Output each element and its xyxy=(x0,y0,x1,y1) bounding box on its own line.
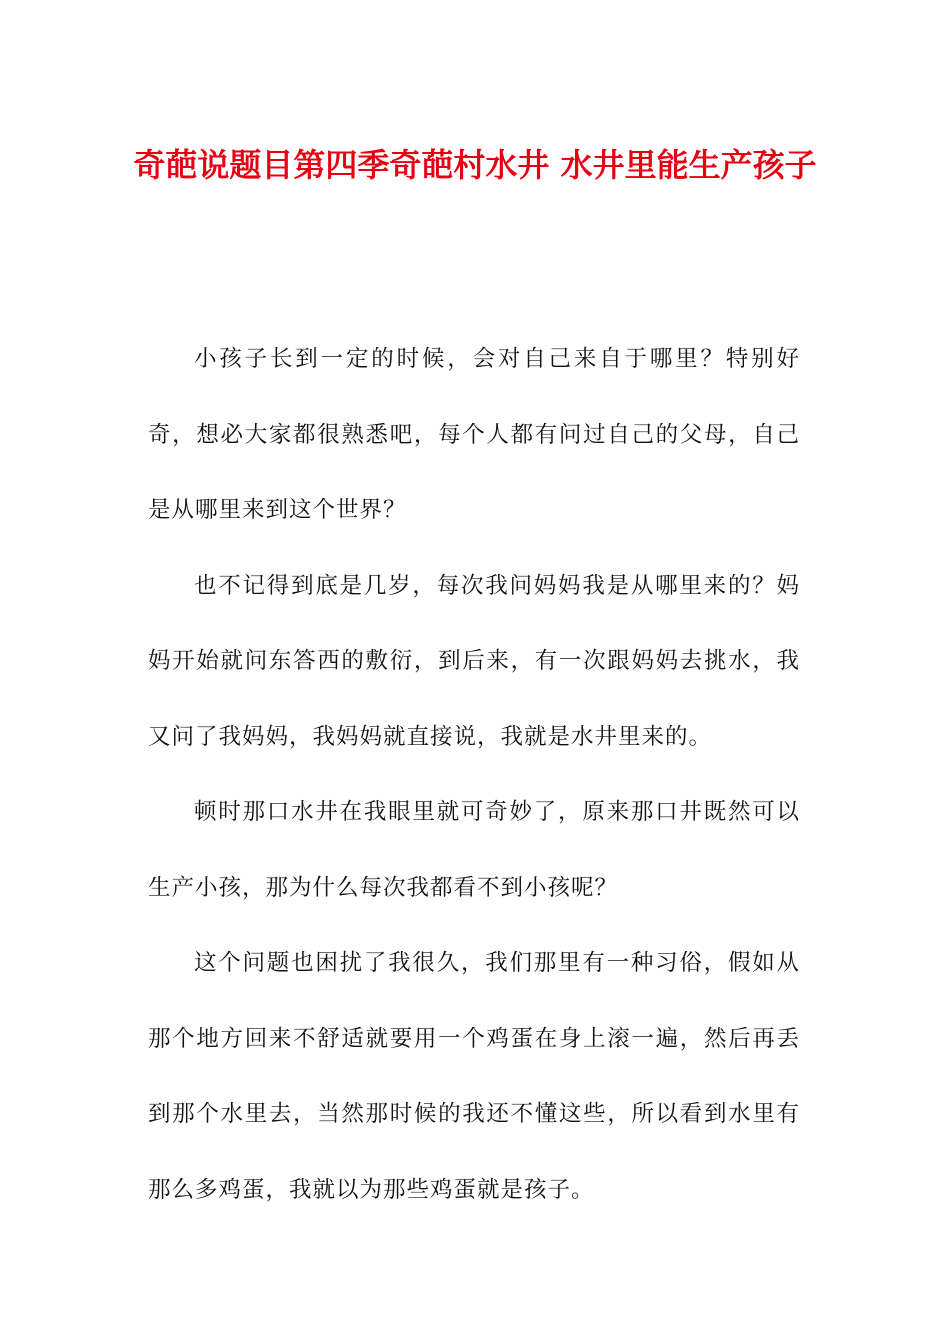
paragraph-1: 小孩子长到一定的时候，会对自己来自于哪里？特别好奇，想必大家都很熟悉吧，每个人都有问过自己的父母，自己是从哪里来到这个世界？ xyxy=(148,346,800,523)
paragraph-2: 也不记得到底是几岁，每次我问妈妈我是从哪里来的？妈妈开始就问东答西的敷衍，到后来，有一次跟妈妈去挑水，我又问了我妈妈，我妈妈就直接说，我就是水井里来的。 xyxy=(148,572,800,750)
document-body xyxy=(148,322,800,1228)
paragraph-4: 这个问题也困扰了我很久，我们那里有一种习俗，假如从那个地方回来不舒适就要用一个鸡蛋在身上滚一遍，然后再丢到那个水里去，当然那时候的我还不懂这些，所以看到水里有那么多鸡蛋，我就以为那些鸡蛋就是孩子。 xyxy=(148,950,800,1203)
paragraph-3: 顿时那口水井在我眼里就可奇妙了，原来那口井既然可以生产小孩，那为什么每次我都看不到小孩呢？ xyxy=(148,799,800,901)
document-title: 奇葩说题目第四季奇葩村水井 水井里能生产孩子 xyxy=(133,146,817,184)
